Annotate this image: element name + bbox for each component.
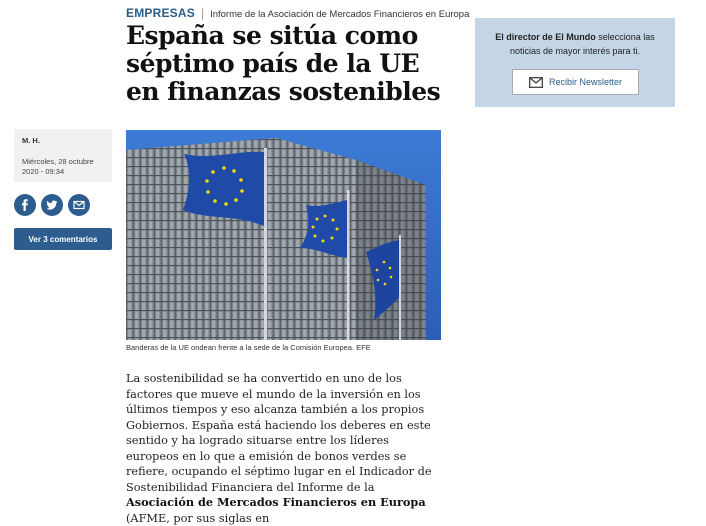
share-twitter-button[interactable] [41,194,63,216]
body-text-tail: (AFME, por sus siglas en [126,511,270,525]
body-text: La sostenibilidad se ha convertido en uno de los factores que mueve el mundo de la inversión en los últimos tiempos y eso alcanza también a los propios Gobiernos. España está haciendo los deberes en este sentido y ha logrado situarse entre los líderes europeos en lo que a emisión de bonos verdes se refiere, ocupando el séptimo lugar en el Indicador de Sostenibilidad Financiera del Informe de la [126,372,432,494]
view-comments-button[interactable]: Ver 3 comentarios [14,228,112,250]
newsletter-button-label: Recibir Newsletter [548,77,623,87]
author[interactable]: M. H. [22,136,40,145]
share-facebook-button[interactable] [14,194,36,216]
newsletter-text-rest: selecciona las noticias de mayor interés para ti. [509,32,655,56]
headline: España se sitúa como séptimo país de la UE en finanzas sostenibles [126,21,441,106]
kicker-separator: | [200,6,205,20]
caption-text: Banderas de la UE ondean frente a la sede de la Comisión Europea. [126,343,355,352]
envelope-icon [529,77,543,88]
facebook-icon [19,199,31,211]
newsletter-box [475,18,675,107]
article-kicker [126,6,469,20]
subsection-label: Informe de la Asociación de Mercados Financieros en Europa [210,9,470,20]
byline-box [14,129,112,182]
section-link[interactable]: EMPRESAS [126,6,195,20]
article-photo [126,130,441,340]
publish-date: Miércoles, 28 octubre 2020 - 09:34 [22,157,94,176]
afme-link[interactable]: Asociación de Mercados Financieros en Europa [126,495,426,509]
share-email-button[interactable] [68,194,90,216]
newsletter-text-bold: El director de El Mundo [495,32,596,42]
twitter-icon [46,199,58,211]
photo-caption [126,343,446,352]
article-body [126,371,441,526]
photo-credit: EFE [356,343,371,352]
newsletter-text [485,30,665,58]
newsletter-button[interactable] [512,69,639,95]
email-icon [73,199,85,211]
